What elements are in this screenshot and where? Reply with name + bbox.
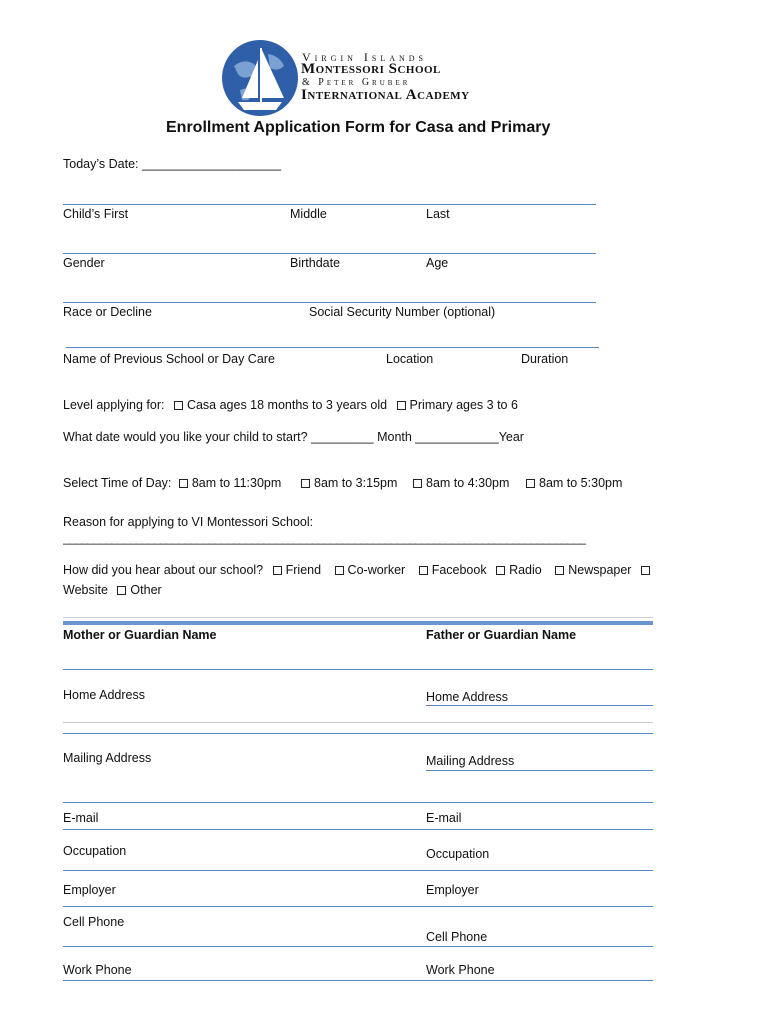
divider: [63, 253, 596, 254]
option-facebook: Facebook: [431, 563, 487, 577]
checkbox-facebook[interactable]: [419, 566, 428, 575]
mother-mailing-address: Mailing Address: [63, 751, 152, 765]
divider: [63, 870, 653, 871]
time-option-2: [295, 476, 397, 490]
time-of-day-label: Select Time of Day:: [63, 476, 172, 490]
checkbox-time-2[interactable]: [301, 479, 310, 488]
birthdate-label: Birthdate: [290, 256, 341, 270]
location-label: Location: [386, 352, 434, 366]
checkbox-other[interactable]: [117, 586, 126, 595]
reason-line[interactable]: ______________________________________________________________________________________: [63, 531, 586, 545]
option-casa: Casa ages 18 months to 3 years old: [186, 398, 388, 412]
father-home-address: Home Address: [426, 690, 508, 704]
option-time-3: 8am to 4:30pm: [426, 476, 510, 490]
divider: [63, 669, 653, 670]
divider: [63, 829, 653, 830]
divider: [63, 733, 653, 734]
option-time-4: 8am to 5:30pm: [539, 476, 623, 490]
divider: [63, 204, 596, 205]
mother-email: E-mail: [63, 811, 99, 825]
time-option-4: [520, 476, 622, 490]
last-label: Last: [426, 207, 450, 221]
option-time-1: 8am to 11:30pm: [191, 476, 282, 490]
gender-label: Gender: [63, 256, 105, 270]
option-newspaper: Newspaper: [568, 563, 632, 577]
logo-line-2: Montessori School: [301, 61, 441, 77]
form-title: Enrollment Application Form for Casa and Primary: [166, 119, 551, 136]
father-occupation: Occupation: [426, 847, 490, 861]
child-first-label: Child’s First: [63, 207, 129, 221]
divider: [63, 980, 653, 981]
time-label-row: [63, 476, 281, 490]
ssn-label: Social Security Number (optional): [309, 305, 496, 319]
divider: [63, 302, 596, 303]
middle-label: Middle: [290, 207, 327, 221]
hear-row-2: [63, 583, 162, 597]
start-date-field[interactable]: What date would you like your child to start? _________ Month ____________Year: [63, 430, 524, 444]
father-email: E-mail: [426, 811, 462, 825]
father-work-phone: Work Phone: [426, 963, 495, 977]
hear-row: [63, 563, 654, 577]
divider: [426, 770, 653, 771]
divider: [426, 705, 653, 706]
checkbox-time-4[interactable]: [526, 479, 535, 488]
option-website: Website: [63, 583, 108, 597]
time-option-3: [407, 476, 509, 490]
duration-label: Duration: [521, 352, 569, 366]
checkbox-newspaper[interactable]: [555, 566, 564, 575]
race-label: Race or Decline: [63, 305, 152, 319]
logo-line-4: International Academy: [301, 87, 470, 103]
option-primary: Primary ages 3 to 6: [409, 398, 518, 412]
checkbox-radio[interactable]: [496, 566, 505, 575]
father-cell-phone: Cell Phone: [426, 930, 488, 944]
level-row: [63, 398, 518, 412]
school-logo: [220, 38, 300, 118]
divider: [63, 946, 653, 947]
checkbox-casa[interactable]: [174, 401, 183, 410]
option-other: Other: [130, 583, 162, 597]
option-coworker: Co-worker: [347, 563, 406, 577]
divider: [63, 617, 653, 618]
mother-home-address: Home Address: [63, 688, 145, 702]
checkbox-website[interactable]: [641, 566, 650, 575]
todays-date-field[interactable]: Today’s Date: ____________________: [63, 157, 282, 171]
level-label: Level applying for:: [63, 398, 165, 412]
mother-cell-phone: Cell Phone: [63, 915, 125, 929]
father-header: Father or Guardian Name: [426, 628, 577, 642]
divider: [63, 906, 653, 907]
globe-sailboat-icon: [220, 38, 300, 118]
father-mailing-address: Mailing Address: [426, 754, 515, 768]
mother-header: Mother or Guardian Name: [63, 628, 217, 642]
checkbox-time-3[interactable]: [413, 479, 422, 488]
checkbox-coworker[interactable]: [335, 566, 344, 575]
option-time-2: 8am to 3:15pm: [314, 476, 398, 490]
mother-occupation: Occupation: [63, 844, 127, 858]
section-divider: [63, 621, 653, 625]
previous-school-label: Name of Previous School or Day Care: [63, 352, 275, 366]
mother-work-phone: Work Phone: [63, 963, 132, 977]
option-radio: Radio: [509, 563, 542, 577]
checkbox-time-1[interactable]: [179, 479, 188, 488]
mother-employer: Employer: [63, 883, 116, 897]
option-friend: Friend: [285, 563, 322, 577]
logo-line-1: Virgin Islands: [302, 50, 427, 64]
divider: [63, 802, 653, 803]
logo-line-3: & Peter Gruber: [302, 77, 411, 88]
checkbox-primary[interactable]: [397, 401, 406, 410]
divider: [66, 347, 599, 348]
age-label: Age: [426, 256, 449, 270]
hear-label: How did you hear about our school?: [63, 563, 264, 577]
reason-label: Reason for applying to VI Montessori School:: [63, 515, 314, 529]
checkbox-friend[interactable]: [273, 566, 282, 575]
divider: [63, 722, 653, 723]
father-employer: Employer: [426, 883, 479, 897]
